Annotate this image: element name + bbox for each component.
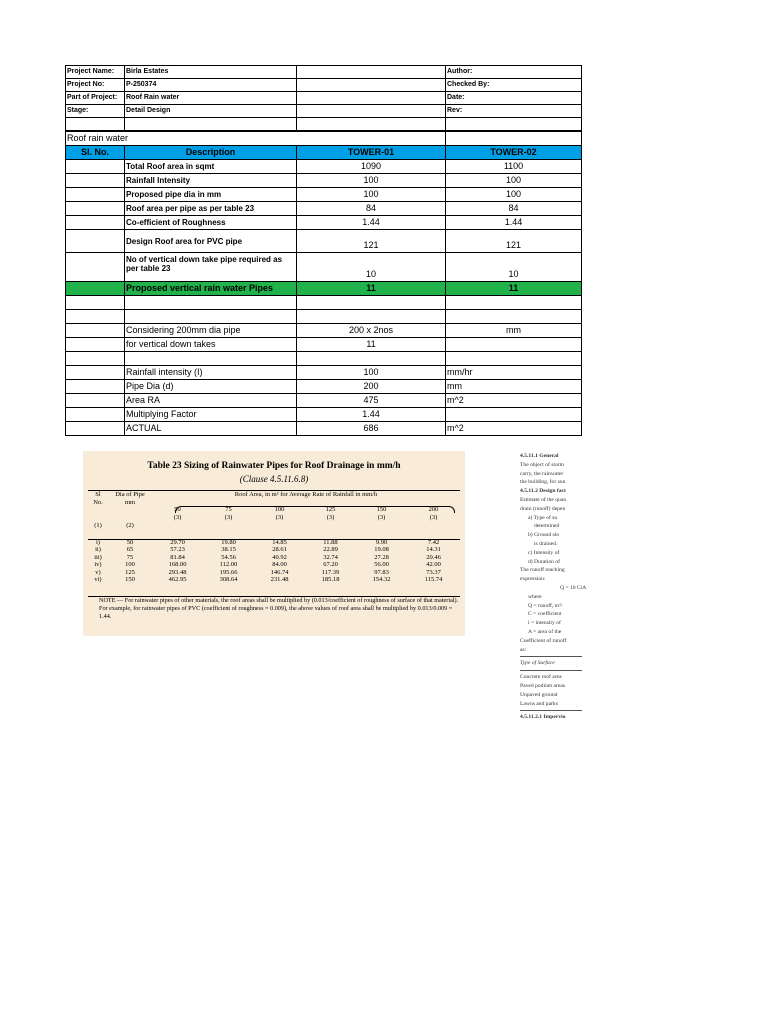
tower-02-cell[interactable]: 1.44	[446, 216, 582, 230]
side-line: b) Ground slo	[528, 532, 560, 539]
side-line: is drained.	[534, 540, 558, 547]
side-line: expression:	[520, 576, 546, 583]
tower-02-cell[interactable]: mm	[446, 324, 582, 338]
description-cell[interactable]: Considering 200mm dia pipe	[125, 324, 297, 338]
code-val: 19.08	[374, 546, 389, 553]
head-sl: Sl	[95, 491, 101, 498]
calc-value[interactable]: 200	[297, 380, 446, 394]
empty-cell[interactable]	[66, 118, 125, 131]
header-value[interactable]: Detail Design	[125, 105, 297, 118]
spacer	[88, 514, 108, 522]
description-cell[interactable]: Co-efficient of Roughness	[125, 216, 297, 230]
side-line: Unpaved ground	[520, 691, 558, 698]
calc-row	[66, 394, 582, 408]
sl-cell[interactable]	[66, 216, 125, 230]
code-val: 11.88	[323, 538, 338, 546]
code-val: 19.80	[221, 538, 236, 546]
code-val: 293.48	[168, 568, 187, 576]
sl-cell[interactable]	[66, 202, 125, 216]
empty-cell[interactable]	[446, 118, 582, 131]
code-dia: 65	[126, 546, 134, 553]
description-cell[interactable]: for vertical down takes	[125, 338, 297, 352]
empty-cell[interactable]	[446, 310, 582, 324]
code-val: 27.28	[374, 553, 389, 561]
header-cell[interactable]	[297, 92, 446, 105]
sl-cell[interactable]	[66, 188, 125, 202]
tower-02-cell[interactable]: 84	[446, 202, 582, 216]
code-table-clause: (Clause 4.5.11.6.8)	[239, 474, 309, 484]
calc-row	[66, 422, 582, 436]
code-val: 29.70	[170, 538, 185, 546]
empty-cell[interactable]	[66, 296, 125, 310]
spacer	[108, 506, 152, 514]
data-row	[66, 230, 582, 253]
header-right-label: Checked By:	[446, 79, 582, 92]
tower-02-cell[interactable]: 10	[446, 253, 582, 282]
header-row	[66, 79, 582, 92]
tower-01-cell[interactable]: 11	[297, 338, 446, 352]
spacer	[88, 506, 108, 514]
empty-cell[interactable]	[446, 352, 582, 366]
code-val: 32.74	[323, 553, 338, 561]
calc-unit[interactable]: m^2	[446, 394, 582, 408]
spacer-row	[88, 531, 460, 539]
unit-cell: (3)	[224, 513, 233, 521]
calc-row	[66, 380, 582, 394]
data-row	[66, 216, 582, 230]
tower-01-cell[interactable]: 11	[297, 282, 446, 296]
description-cell[interactable]: Roof area per pipe as per table 23	[125, 202, 297, 216]
header-label: Part of Project:	[66, 92, 125, 105]
code-val: 81.84	[170, 553, 185, 561]
code-head-row	[88, 491, 460, 499]
empty-row	[66, 352, 582, 366]
side-line: d) Duration of	[528, 558, 561, 565]
side-line: the building, for sun	[520, 479, 566, 486]
rain-rate: 200	[428, 506, 439, 513]
spacer	[152, 499, 460, 507]
proposed-pipes-row	[66, 282, 582, 296]
side-line: c) Intensity of	[528, 549, 560, 556]
section-title-row	[66, 132, 582, 146]
tower-01-cell[interactable]: 1090	[297, 160, 446, 174]
data-row	[66, 160, 582, 174]
side-line: i = intensity of	[528, 620, 561, 627]
side-line: where	[528, 593, 542, 600]
tower-02-cell[interactable]: 100	[446, 174, 582, 188]
code-val: 112.00	[219, 561, 238, 568]
calc-label[interactable]: Rainfall intensity (I)	[125, 366, 297, 380]
code-val: 67.20	[323, 561, 338, 568]
sl-cell[interactable]	[66, 174, 125, 188]
code-sl: iii)	[94, 553, 102, 561]
side-line: Q = runoff, m³/	[528, 602, 563, 609]
code-val: 195.66	[219, 568, 238, 576]
col-header-description: Description	[125, 146, 297, 160]
code-dia: 50	[126, 538, 134, 546]
empty-cell[interactable]	[125, 296, 297, 310]
header-value[interactable]: Birla Estates	[125, 66, 297, 79]
calc-value[interactable]: 686	[297, 422, 446, 436]
code-data-row	[88, 576, 460, 584]
rain-rate: 100	[274, 506, 285, 513]
empty-cell[interactable]	[66, 310, 125, 324]
calc-unit[interactable]: mm/hr	[446, 366, 582, 380]
header-label: Project No:	[66, 79, 125, 92]
sl-cell[interactable]	[66, 324, 125, 338]
side-line: The runoff reaching	[520, 567, 565, 574]
unit-row	[88, 514, 460, 522]
tower-01-cell[interactable]: 121	[297, 230, 446, 253]
col-number: (2)	[126, 522, 134, 530]
description-cell[interactable]: Design Roof area for PVC pipe	[125, 230, 297, 253]
calc-unit[interactable]	[446, 408, 582, 422]
side-line: determined	[534, 523, 560, 530]
code-val: 22.89	[323, 546, 338, 553]
table-rule-mid	[88, 539, 460, 540]
section-title: Roof rain water	[66, 132, 297, 146]
sl-cell[interactable]	[66, 408, 125, 422]
empty-cell[interactable]	[125, 310, 297, 324]
calc-label[interactable]: Multiplying Factor	[125, 408, 297, 422]
rain-rate: 50	[174, 506, 181, 513]
empty-cell[interactable]	[297, 296, 446, 310]
header-cell[interactable]	[297, 105, 446, 118]
side-line: Concrete roof area	[520, 674, 562, 681]
code-val: 154.32	[372, 576, 391, 583]
rain-rate-row	[88, 506, 460, 514]
code-val: 14.85	[272, 538, 287, 546]
side-line: 4.5.11.1 General	[520, 453, 559, 459]
header-label: Stage:	[66, 105, 125, 118]
rain-rate: 125	[325, 506, 336, 513]
sl-cell[interactable]	[66, 282, 125, 296]
side-rule	[520, 670, 582, 671]
code-dia: 125	[125, 568, 135, 576]
col-number: (1)	[94, 522, 102, 530]
code-val: 28.61	[272, 546, 287, 553]
considering-row	[66, 338, 582, 352]
side-line: Q = 10 CiA	[560, 584, 587, 591]
code-sl: i)	[96, 538, 100, 546]
head-area: Roof Area, in m² for Average Rate of Rainfall in mm/h	[234, 491, 378, 498]
empty-cell[interactable]	[125, 352, 297, 366]
empty-cell[interactable]	[297, 352, 446, 366]
header-cell[interactable]	[297, 79, 446, 92]
code-dia: 150	[125, 576, 135, 583]
side-line: The object of storm	[520, 461, 564, 468]
side-line: as:	[520, 646, 527, 653]
spacer	[108, 514, 152, 522]
tower-01-cell[interactable]: 1.44	[297, 216, 446, 230]
code-data-row	[88, 554, 460, 562]
data-row	[66, 188, 582, 202]
code-table-image	[83, 451, 465, 636]
code-val: 73.37	[426, 568, 441, 576]
calc-label[interactable]: ACTUAL	[125, 422, 297, 436]
code-val: 9.90	[375, 538, 388, 546]
rain-rate: 150	[376, 506, 387, 513]
description-cell[interactable]: Proposed pipe dia in mm	[125, 188, 297, 202]
head-mm: mm	[124, 498, 136, 506]
data-row	[66, 174, 582, 188]
empty-row	[66, 310, 582, 324]
code-val: 54.56	[221, 553, 236, 561]
calc-unit[interactable]: m^2	[446, 422, 582, 436]
side-rule	[520, 656, 582, 657]
rain-rate: 75	[225, 506, 232, 513]
unit-cell: (3)	[429, 513, 438, 521]
side-line: C = coefficient	[528, 611, 562, 618]
code-val: 146.74	[270, 568, 289, 576]
code-val: 14.31	[426, 546, 441, 553]
spacer	[88, 531, 460, 539]
code-data-row	[88, 546, 460, 554]
sl-cell[interactable]	[66, 366, 125, 380]
side-rule	[520, 710, 582, 711]
side-line: Estimate of the quan	[520, 496, 567, 503]
data-row	[66, 202, 582, 216]
col-header-tower-02: TOWER-02	[446, 146, 582, 160]
tower-02-cell[interactable]: 121	[446, 230, 582, 253]
unit-cell: (3)	[173, 513, 182, 521]
calc-value[interactable]: 100	[297, 366, 446, 380]
header-cell[interactable]	[297, 66, 446, 79]
calc-unit[interactable]: mm	[446, 380, 582, 394]
calc-label[interactable]: Area RA	[125, 394, 297, 408]
side-line: Lawns and parks	[520, 700, 558, 707]
code-table-title: Table 23 Sizing of Rainwater Pipes for Roof Drainage in mm/h	[147, 461, 401, 471]
code-val: 462.95	[168, 576, 187, 583]
head-dia: Dia of Pipe	[115, 491, 145, 498]
head-no: No.	[93, 498, 103, 506]
tower-01-cell[interactable]: 200 x 2nos	[297, 324, 446, 338]
tower-01-cell[interactable]: 100	[297, 188, 446, 202]
tower-01-cell[interactable]: 84	[297, 202, 446, 216]
side-line: Type of Surface	[520, 660, 555, 667]
description-cell[interactable]: No of vertical down take pipe required as per table 23	[125, 253, 297, 282]
header-row	[66, 105, 582, 118]
sl-cell[interactable]	[66, 394, 125, 408]
code-val: 97.83	[374, 568, 389, 576]
side-line: A = area of the	[528, 628, 562, 635]
tower-02-cell[interactable]: 100	[446, 188, 582, 202]
code-data-row	[88, 561, 460, 569]
unit-cell: (3)	[326, 513, 335, 521]
rainwater-calc-sheet	[65, 131, 582, 436]
code-head-row	[88, 499, 460, 507]
header-empty-row	[66, 118, 582, 131]
spacer	[152, 521, 460, 531]
code-data-row	[88, 569, 460, 577]
code-sl: ii)	[95, 546, 101, 553]
column-header-row	[66, 146, 582, 160]
tower-02-cell[interactable]	[446, 338, 582, 352]
code-table-note: NOTE — For rainwater pipes of other materials, the roof areas shall be multiplied by (0.013/coefficient of roughness of surface of that material). For example, for rainwater pipes of PVC (coefficient of roughness = 0.009), the above values of roof area shall be multiplied by 0.013/0.009 = 1.44.	[99, 597, 459, 620]
header-row	[66, 92, 582, 105]
code-val: 117.39	[321, 568, 340, 576]
code-sl: iv)	[94, 561, 102, 568]
code-val: 308.64	[219, 576, 238, 583]
sl-cell[interactable]	[66, 380, 125, 394]
header-value[interactable]: P-250374	[125, 79, 297, 92]
code-val: 84.00	[272, 561, 287, 568]
calc-row	[66, 408, 582, 422]
code-val: 168.00	[168, 561, 187, 568]
empty-row	[66, 296, 582, 310]
sl-cell[interactable]	[66, 230, 125, 253]
sl-cell[interactable]	[66, 253, 125, 282]
side-line: 4.5.11.2.1 Impervio	[520, 714, 566, 721]
code-sl: v)	[95, 568, 101, 576]
empty-cell[interactable]	[125, 118, 297, 131]
header-value[interactable]: Roof Rain water	[125, 92, 297, 105]
code-table-grid	[88, 491, 460, 584]
code-dia: 100	[125, 561, 135, 568]
code-side-text	[520, 452, 587, 722]
header-right-label: Date:	[446, 92, 582, 105]
table-rule-top	[88, 490, 460, 491]
side-line: a) Type of su	[528, 514, 558, 521]
header-right-label: Author:	[446, 66, 582, 79]
unit-cell: (3)	[377, 513, 386, 521]
calc-label[interactable]: Pipe Dia (d)	[125, 380, 297, 394]
empty-cell[interactable]	[446, 132, 582, 146]
empty-cell[interactable]	[66, 352, 125, 366]
sl-cell[interactable]	[66, 338, 125, 352]
description-cell[interactable]: Total Roof area in sqmt	[125, 160, 297, 174]
side-line: Coefficient of runoff	[520, 637, 567, 644]
code-val: 40.92	[272, 553, 287, 561]
code-val: 56.00	[374, 561, 389, 568]
code-val: 38.15	[221, 546, 236, 553]
tower-02-cell[interactable]: 11	[446, 282, 582, 296]
sl-cell[interactable]	[66, 160, 125, 174]
empty-cell[interactable]	[297, 132, 446, 146]
col-number-row	[88, 521, 460, 531]
calc-value[interactable]: 1.44	[297, 408, 446, 422]
side-line: 4.5.11.2 Design fact	[520, 488, 566, 495]
calc-value[interactable]: 475	[297, 394, 446, 408]
considering-row	[66, 324, 582, 338]
empty-cell[interactable]	[297, 118, 446, 131]
side-line: drain (runoff) depen	[520, 505, 566, 512]
data-row	[66, 253, 582, 282]
code-val: 20.46	[426, 553, 441, 561]
header-right-label: Rev:	[446, 105, 582, 118]
side-line: carry, the rainwater	[520, 470, 564, 477]
side-line: Paved podium areas	[520, 682, 566, 689]
project-header-table	[65, 65, 582, 131]
tower-02-cell[interactable]: 1100	[446, 160, 582, 174]
code-val: 7.42	[427, 538, 440, 546]
col-header-tower-01: TOWER-01	[297, 146, 446, 160]
code-val: 57.23	[170, 546, 185, 553]
unit-cell: (3)	[275, 513, 284, 521]
code-val: 42.00	[426, 561, 441, 568]
code-dia: 75	[126, 553, 134, 561]
col-header-sl: Sl. No.	[66, 146, 125, 160]
code-sl: vi)	[94, 576, 102, 583]
sl-cell[interactable]	[66, 422, 125, 436]
description-cell[interactable]: Proposed vertical rain water Pipes	[125, 282, 297, 296]
tower-01-cell[interactable]: 10	[297, 253, 446, 282]
code-val: 115.74	[424, 576, 443, 583]
code-val: 231.48	[270, 576, 289, 583]
header-row	[66, 66, 582, 79]
header-label: Project Name:	[66, 66, 125, 79]
empty-cell[interactable]	[297, 310, 446, 324]
empty-cell[interactable]	[446, 296, 582, 310]
calc-row	[66, 366, 582, 380]
description-cell[interactable]: Rainfall Intensity	[125, 174, 297, 188]
tower-01-cell[interactable]: 100	[297, 174, 446, 188]
code-val: 185.18	[321, 576, 340, 583]
